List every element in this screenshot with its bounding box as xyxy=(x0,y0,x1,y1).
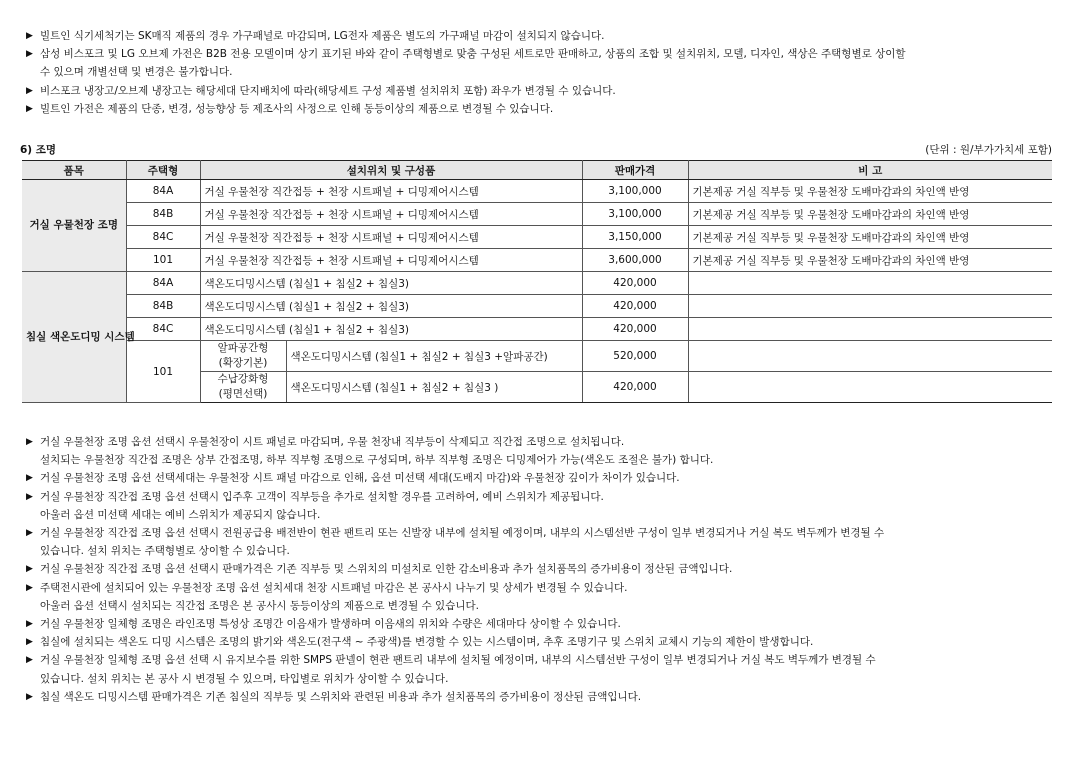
bullet-marker-icon: ▶ xyxy=(26,473,33,484)
note-text-line: 거실 우물천장 직간접 조명 옵션 선택시 전원공급용 배전반이 현관 팬트리 또는 신발장 내부에 설치될 예정이며, 내부의 시스템선반 구성이 일부 변경되거나 거실 복도 벽두께가 변경될 수 xyxy=(40,527,885,540)
cell-price: 3,150,000 xyxy=(582,226,688,249)
note-text-line: 아울러 옵션 미선택 세대는 예비 스위치가 제공되지 않습니다. xyxy=(40,508,321,521)
note-item xyxy=(26,579,1056,615)
bullet-marker-icon: ▶ xyxy=(26,619,33,630)
bottom-notes xyxy=(26,433,1056,706)
cell-desc: 색온도디밍시스템 (침실1 + 침실2 + 침실3 +알파공간) xyxy=(286,341,582,372)
header-price: 판매가격 xyxy=(582,161,688,180)
cell-type: 101 xyxy=(126,249,200,272)
note-text-line: 주택전시관에 설치되어 있는 우물천장 조명 옵션 설치세대 천장 시트패널 마감은 본 공사시 나누기 및 상세가 변경될 수 있습니다. xyxy=(40,581,628,594)
cell-desc: 거실 우물천장 직간접등 + 천장 시트패널 + 디밍제어시스템 xyxy=(200,180,582,203)
table-row xyxy=(22,341,1052,372)
table-row xyxy=(22,295,1052,318)
cell-type: 84B xyxy=(126,295,200,318)
bullet-marker-icon: ▶ xyxy=(26,582,33,593)
cell-desc: 거실 우물천장 직간접등 + 천장 시트패널 + 디밍제어시스템 xyxy=(200,226,582,249)
note-text-line: 수 있으며 개별선택 및 변경은 불가합니다. xyxy=(40,66,233,79)
note-text-line: 삼성 비스포크 및 LG 오브제 가전은 B2B 전용 모델이며 상기 표기된 바와 같이 주택형별로 맞춤 구성된 세트로만 판매하고, 상품의 조합 및 설치위치, 모델, 디자인, 색상은 주택형별로 상이할 xyxy=(40,48,906,61)
header-type: 주택형 xyxy=(126,161,200,180)
top-notes xyxy=(26,27,1056,118)
cell-note xyxy=(688,318,1052,341)
bullet-marker-icon: ▶ xyxy=(26,528,33,539)
cell-note: 기본제공 거실 직부등 및 우물천장 도배마감과의 차인액 반영 xyxy=(688,226,1052,249)
bullet-marker-icon: ▶ xyxy=(26,655,33,666)
subtype-detail: (평면선택) xyxy=(218,388,268,400)
cell-note: 기본제공 거실 직부등 및 우물천장 도배마감과의 차인액 반영 xyxy=(688,249,1052,272)
cell-note xyxy=(688,272,1052,295)
unit-label: (단위 : 원/부가가치세 포함) xyxy=(925,143,1052,156)
cell-desc: 색온도디밍시스템 (침실1 + 침실2 + 침실3) xyxy=(200,295,582,318)
note-text-line: 빌트인 가전은 제품의 단종, 변경, 성능향상 등 제조사의 사정으로 인해 동등이상의 제품으로 변경될 수 있습니다. xyxy=(40,102,554,115)
note-text-line: 거실 우물천장 직간접 조명 옵션 선택시 판매가격은 기존 직부등 및 스위치의 미설치로 인한 감소비용과 추가 설치품목의 증가비용이 정산된 금액입니다. xyxy=(40,563,733,576)
cell-note xyxy=(688,372,1052,403)
header-item: 품목 xyxy=(22,161,126,180)
bullet-marker-icon: ▶ xyxy=(26,491,33,502)
note-text-line: 아울러 옵션 선택시 설치되는 직간접 조명은 본 공사시 동등이상의 제품으로 변경될 수 있습니다. xyxy=(40,599,479,612)
table-row xyxy=(22,318,1052,341)
note-text-line: 거실 우물천장 조명 옵션 선택세대는 우물천장 시트 패널 마감으로 인해, 옵션 미선택 세대(도배지 마감)와 우물천장 깊이가 차이가 있습니다. xyxy=(40,472,680,485)
note-item xyxy=(26,469,1056,487)
subtype-name: 알파공간형 xyxy=(217,342,269,354)
subtype-name: 수납강화형 xyxy=(217,373,269,385)
note-text-line: 빌트인 식기세척기는 SK매직 제품의 경우 가구패널로 마감되며, LG전자 제품은 별도의 가구패널 마감이 설치되지 않습니다. xyxy=(40,30,605,42)
cell-price: 420,000 xyxy=(582,295,688,318)
subtype-detail: (확장기본) xyxy=(218,357,268,369)
cell-price: 3,100,000 xyxy=(582,203,688,226)
table-row xyxy=(22,203,1052,226)
cell-price: 520,000 xyxy=(582,341,688,372)
note-text-line: 거실 우물천장 조명 옵션 선택시 우물천장이 시트 패널로 마감되며, 우물 천장내 직부등이 삭제되고 직간접 조명으로 설치됩니다. xyxy=(40,436,625,448)
cell-price: 420,000 xyxy=(582,318,688,341)
bullet-marker-icon: ▶ xyxy=(26,437,33,447)
note-item xyxy=(26,488,1056,524)
table-row xyxy=(22,249,1052,272)
cell-price: 420,000 xyxy=(582,372,688,403)
note-item xyxy=(26,615,1056,633)
table-row xyxy=(22,272,1052,295)
note-text-line: 비스포크 냉장고/오브제 냉장고는 해당세대 단지배치에 따라(해당세트 구성 제품별 설치위치 포함) 좌우가 변경될 수 있습니다. xyxy=(40,84,616,97)
note-text-line: 설치되는 우물천장 직간접 조명은 상부 간접조명, 하부 직부형 조명으로 구성되며, 하부 직부형 조명은 디밍제어가 가능(색온도 조절은 불가) 합니다. xyxy=(40,454,714,467)
note-item xyxy=(26,633,1056,651)
cell-type: 84A xyxy=(126,272,200,295)
note-text-line: 있습니다. 설치 위치는 주택형별로 상이할 수 있습니다. xyxy=(40,545,290,558)
lighting-options-table xyxy=(22,160,1052,403)
cell-note xyxy=(688,295,1052,318)
bullet-marker-icon: ▶ xyxy=(26,31,33,41)
cell-type: 84C xyxy=(126,318,200,341)
bullet-marker-icon: ▶ xyxy=(26,103,33,114)
note-item xyxy=(26,524,1056,560)
cell-price: 3,600,000 xyxy=(582,249,688,272)
note-item xyxy=(26,433,1056,469)
cell-price: 420,000 xyxy=(582,272,688,295)
cell-desc: 색온도디밍시스템 (침실1 + 침실2 + 침실3 ) xyxy=(286,372,582,403)
note-text-line: 있습니다. 설치 위치는 본 공사 시 변경될 수 있으며, 타입별로 위치가 상이할 수 있습니다. xyxy=(40,672,449,685)
cell-type: 84A xyxy=(126,180,200,203)
table-row xyxy=(22,180,1052,203)
cell-desc: 색온도디밍시스템 (침실1 + 침실2 + 침실3) xyxy=(200,272,582,295)
cell-desc: 거실 우물천장 직간접등 + 천장 시트패널 + 디밍제어시스템 xyxy=(200,249,582,272)
table-row xyxy=(22,226,1052,249)
bullet-marker-icon: ▶ xyxy=(26,85,33,96)
cell-type: 101 xyxy=(126,341,200,403)
note-text-line: 거실 우물천장 일체형 조명 옵션 선택 시 유지보수를 위한 SMPS 판넬이 현관 팬트리 내부에 설치될 예정이며, 내부의 시스템선반 구성이 일부 변경되거나 거실 복도 벽두께가 변경될 수 xyxy=(40,654,876,667)
note-item xyxy=(26,27,1056,45)
note-item xyxy=(26,100,1056,118)
section-header xyxy=(20,140,1052,158)
note-text-line: 침실에 설치되는 색온도 디밍 시스템은 조명의 밝기와 색온도(전구색 ~ 주광색)를 변경할 수 있는 시스템이며, 추후 조명기구 및 스위치 교체시 기능의 제한이 발생합니다. xyxy=(40,636,814,649)
header-note: 비 고 xyxy=(688,161,1052,180)
cell-type: 84C xyxy=(126,226,200,249)
bullet-marker-icon: ▶ xyxy=(26,49,33,60)
cell-note xyxy=(688,341,1052,372)
note-item xyxy=(26,45,1056,81)
cell-note: 기본제공 거실 직부등 및 우물천장 도배마감과의 차인액 반영 xyxy=(688,180,1052,203)
bullet-marker-icon: ▶ xyxy=(26,564,33,575)
bullet-marker-icon: ▶ xyxy=(26,691,33,702)
note-text-line: 거실 우물천장 일체형 조명은 라인조명 특성상 조명간 이음새가 발생하며 이음새의 위치와 수량은 세대마다 상이할 수 있습니다. xyxy=(40,618,621,631)
note-item xyxy=(26,82,1056,100)
note-item xyxy=(26,560,1056,578)
cell-note: 기본제공 거실 직부등 및 우물천장 도배마감과의 차인액 반영 xyxy=(688,203,1052,226)
table-header-row xyxy=(22,161,1052,180)
cell-price: 3,100,000 xyxy=(582,180,688,203)
group-bedroom-dimming: 침실 색온도디밍 시스템 xyxy=(22,272,126,403)
cell-subtype xyxy=(200,341,286,372)
cell-subtype xyxy=(200,372,286,403)
header-location: 설치위치 및 구성품 xyxy=(200,161,582,180)
note-item xyxy=(26,688,1056,706)
note-item xyxy=(26,651,1056,687)
note-text-line: 침실 색온도 디밍시스템 판매가격은 기존 침실의 직부등 및 스위치와 관련된 비용과 추가 설치품목의 증가비용이 정산된 금액입니다. xyxy=(40,690,642,703)
section-title: 6) 조명 xyxy=(20,143,57,156)
cell-type: 84B xyxy=(126,203,200,226)
note-text-line: 거실 우물천장 직간접 조명 옵션 선택시 입주후 고객이 직부등을 추가로 설치할 경우를 고려하여, 예비 스위치가 제공됩니다. xyxy=(40,490,604,503)
cell-desc: 거실 우물천장 직간접등 + 천장 시트패널 + 디밍제어시스템 xyxy=(200,203,582,226)
bullet-marker-icon: ▶ xyxy=(26,637,33,648)
cell-desc: 색온도디밍시스템 (침실1 + 침실2 + 침실3) xyxy=(200,318,582,341)
group-living-ceiling: 거실 우물천장 조명 xyxy=(22,180,126,272)
